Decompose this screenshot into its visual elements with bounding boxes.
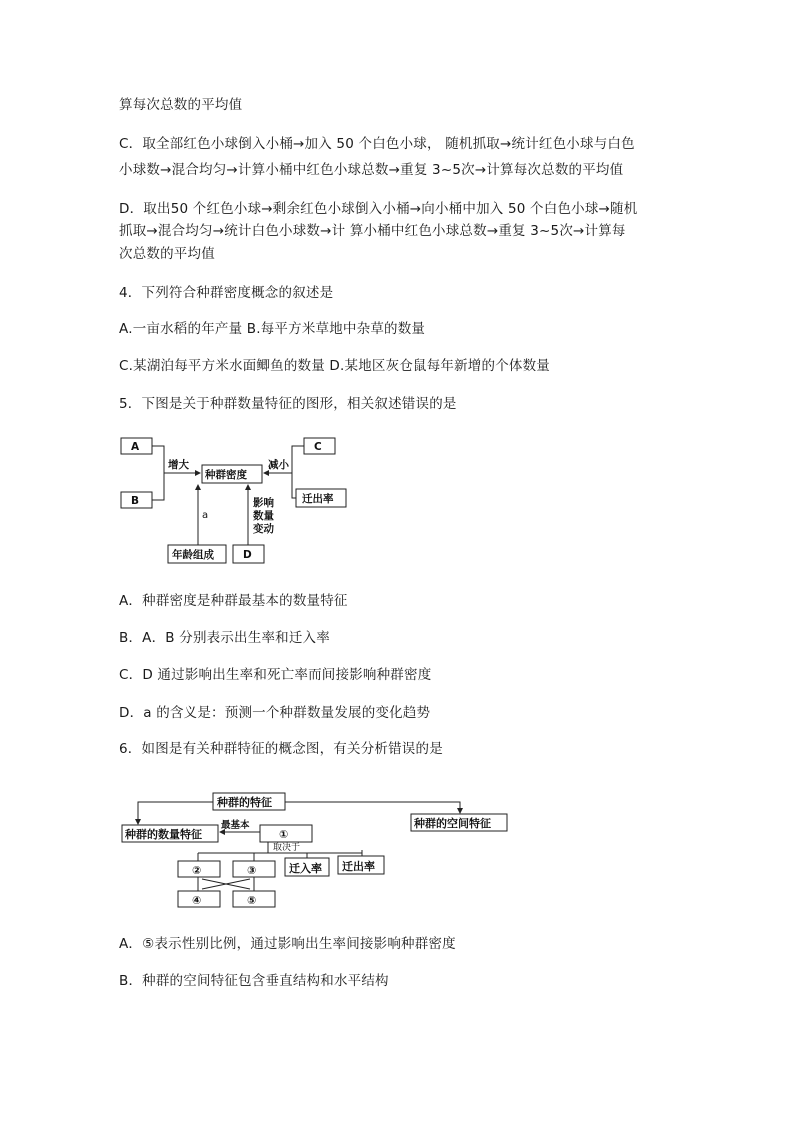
fig5-label-increase: 增大 <box>168 459 189 471</box>
fig6-label-top: 种群的特征 <box>217 796 272 809</box>
fig5-label-c: C <box>314 441 322 453</box>
question-4: 4．下列符合种群密度概念的叙述是 <box>119 285 334 301</box>
fig5-label-density: 种群密度 <box>205 469 247 481</box>
question-4-options-cd: C.某湖泊每平方米水面鲫鱼的数量 D.某地区灰仓鼠每年新增的个体数量 <box>119 358 550 374</box>
fig6-label-depends: 取决于 <box>273 843 301 853</box>
fig5-label-b: B <box>131 495 140 507</box>
fig6-label-3: ③ <box>247 864 257 877</box>
fig5-label-age: 年龄组成 <box>172 549 214 561</box>
fig6-label-basic: 最基本 <box>221 820 250 831</box>
fig5-label-d: D <box>243 549 252 561</box>
fig5-label-a-arrow: a <box>202 510 209 521</box>
question-4-options-ab: A.一亩水稻的年产量 B.每平方米草地中杂草的数量 <box>119 321 426 337</box>
fig5-label-affect-2: 数量 <box>253 510 274 522</box>
fig6-label-quantity: 种群的数量特征 <box>125 828 202 841</box>
fig5-label-affect-3: 变动 <box>253 523 274 535</box>
line-1: 算每次总数的平均值 <box>119 97 243 113</box>
figure-5-diagram <box>118 428 358 570</box>
fig5-label-affect-1: 影响 <box>253 497 274 509</box>
question-5-option-c: C．D 通过影响出生率和死亡率而间接影响种群密度 <box>119 667 432 683</box>
question-5: 5．下图是关于种群数量特征的图形，相关叙述错误的是 <box>119 396 457 412</box>
fig6-label-5: ⑤ <box>247 894 257 907</box>
option-c-line-2: 小球数→混合均匀→计算小桶中红色小球总数→重复 3~5次→计算每次总数的平均值 <box>119 162 624 178</box>
fig6-label-4: ④ <box>192 894 202 907</box>
option-d-line-2: 抓取→混合均匀→统计白色小球数→计 算小桶中红色小球总数→重复 3~5次→计算每 <box>119 223 626 239</box>
fig6-label-emigration: 迁出率 <box>342 860 375 873</box>
question-6: 6．如图是有关种群特征的概念图，有关分析错误的是 <box>119 741 443 757</box>
fig5-label-emigration: 迁出率 <box>302 493 334 505</box>
question-5-option-d: D．a 的含义是：预测一个种群数量发展的变化趋势 <box>119 705 431 721</box>
figure-6-concept-map <box>118 790 518 912</box>
option-d-line-1: D．取出50 个红色小球→剩余红色小球倒入小桶→向小桶中加入 50 个白色小球→随机 <box>119 201 638 217</box>
question-5-option-a: A．种群密度是种群最基本的数量特征 <box>119 593 348 609</box>
fig6-label-1: ① <box>279 828 289 841</box>
fig5-label-a: A <box>131 441 140 453</box>
fig6-label-space: 种群的空间特征 <box>414 817 491 830</box>
question-6-option-b: B．种群的空间特征包含垂直结构和水平结构 <box>119 973 389 989</box>
question-6-option-a: A．⑤表示性别比例，通过影响出生率间接影响种群密度 <box>119 936 456 952</box>
option-c-line-1: C．取全部红色小球倒入小桶→加入 50 个白色小球， 随机抓取→统计红色小球与白色 <box>119 136 635 152</box>
fig5-label-decrease: 减小 <box>268 459 289 471</box>
fig6-label-2: ② <box>192 864 202 877</box>
question-5-option-b: B．A．B 分别表示出生率和迁入率 <box>119 630 330 646</box>
option-d-line-3: 次总数的平均值 <box>119 246 215 262</box>
fig6-label-immigration: 迁入率 <box>289 862 322 875</box>
